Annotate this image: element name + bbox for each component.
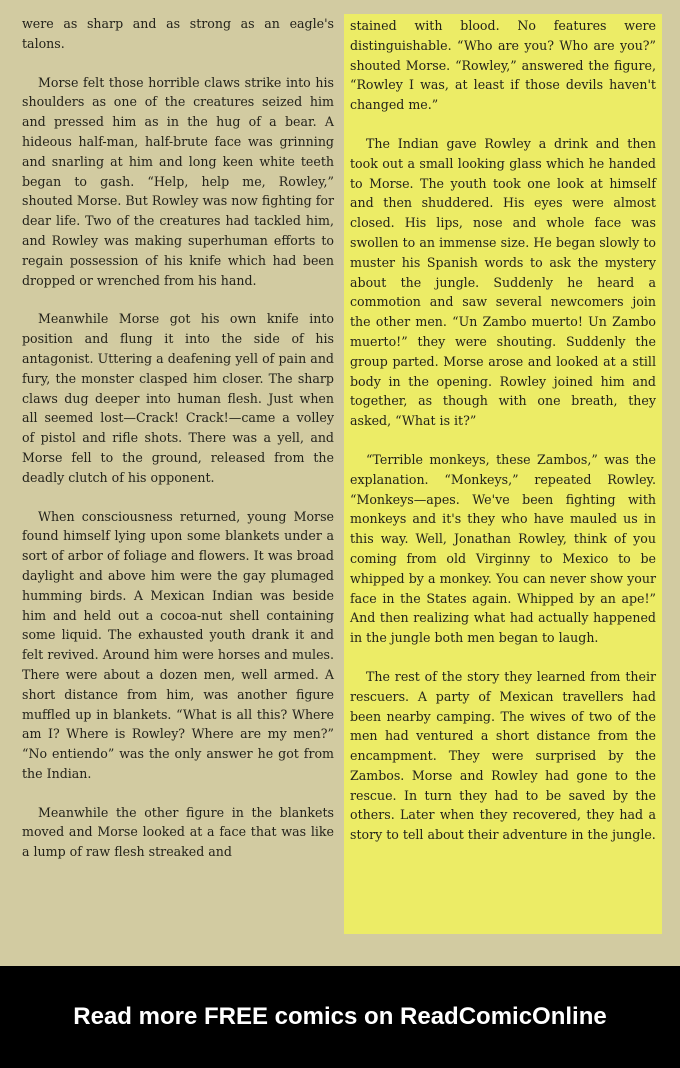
paragraph: The rest of the story they learned from their rescuers. A party of Mexican travellers had been nearby camping. The wives of two of the men had ventured a short distance from the encampment. They were surprised by the Zambos. Morse and Rowley had gone to the rescue. In turn they had to be saved by the others. Later when they recovered, they had a story to tell about their adventure in the jungle. bbox=[350, 668, 656, 843]
right-text-column-highlighted bbox=[344, 14, 662, 934]
paragraph: “Terrible monkeys, these Zambos,” was the explanation. “Monkeys,” repeated Rowley. “Monkeys—apes. We've been fighting with monkeys and it's they who have mauled us in this way. Well, Jonathan Rowley, think of you coming from old Virginny to Mexico to be whipped by a monkey. You can never show your face in the States again. Whipped by an ape!” And then realizing what had actually happened in the jungle both men began to laugh. bbox=[350, 451, 656, 646]
paragraph: were as sharp and as strong as an eagle's talons. bbox=[22, 16, 334, 51]
paragraph: Morse felt those horrible claws strike into his shoulders as one of the creatures seized him and pressed him as in the hug of a bear. A hideous half-man, half-brute face was grinning and snarling at him and long keen white teeth began to gash. “Help, help me, Rowley,” shouted Morse. But Rowley was now fighting for dear life. Two of the creatures had tackled him, and Rowley was making superhuman efforts to regain possession of his knife which had been dropped or wrenched from his hand. bbox=[22, 74, 334, 288]
paragraph: When consciousness returned, young Morse found himself lying upon some blankets under a sort of arbor of foliage and flowers. It was broad daylight and above him were the gay plumaged humming birds. A Mexican Indian was beside him and held out a cocoa-nut shell containing some liquid. The exhausted youth drank it and felt revived. Around him were horses and mules. There were about a dozen men, well armed. A short distance from him, was another figure muffled up in blankets. “What is all this? Where am I? Where is Rowley? Where are my men?” “No entiendo” was the only answer he got from the Indian. bbox=[22, 508, 334, 781]
footer-banner-text[interactable]: Read more FREE comics on ReadComicOnline bbox=[73, 1003, 607, 1030]
paragraph: The Indian gave Rowley a drink and then took out a small looking glass which he handed to Morse. The youth took one look at himself and then shuddered. His eyes were almost closed. His lips, nose and whole face was swollen to an immense size. He began slowly to muster his Spanish words to ask the mystery about the jungle. Suddenly he heard a commotion and saw several newcomers join the other men. “Un Zambo muerto! Un Zambo muerto!” they were shouting. Suddenly the group parted. Morse arose and looked at a still body in the opening. Rowley joined him and together, as though with one breath, they asked, “What is it?” bbox=[350, 135, 656, 429]
paragraph: stained with blood. No features were distinguishable. “Who are you? Who are you?” shouted Morse. “Rowley,” answered the figure, “Rowley I was, at least if those devils haven't changed me.” bbox=[350, 18, 656, 113]
footer-banner[interactable] bbox=[0, 966, 680, 1068]
paragraph: Meanwhile the other figure in the blankets moved and Morse looked at a face that was like a lump of raw flesh streaked and bbox=[22, 804, 334, 860]
left-text-column bbox=[22, 14, 334, 881]
paragraph: Meanwhile Morse got his own knife into position and flung it into the side of his antagonist. Uttering a deafening yell of pain and fury, the monster clasped him closer. The sharp claws dug deeper into human flesh. Just when all seemed lost—Crack! Crack!—came a volley of pistol and rifle shots. There was a yell, and Morse fell to the ground, released from the deadly clutch of his opponent. bbox=[22, 311, 334, 485]
